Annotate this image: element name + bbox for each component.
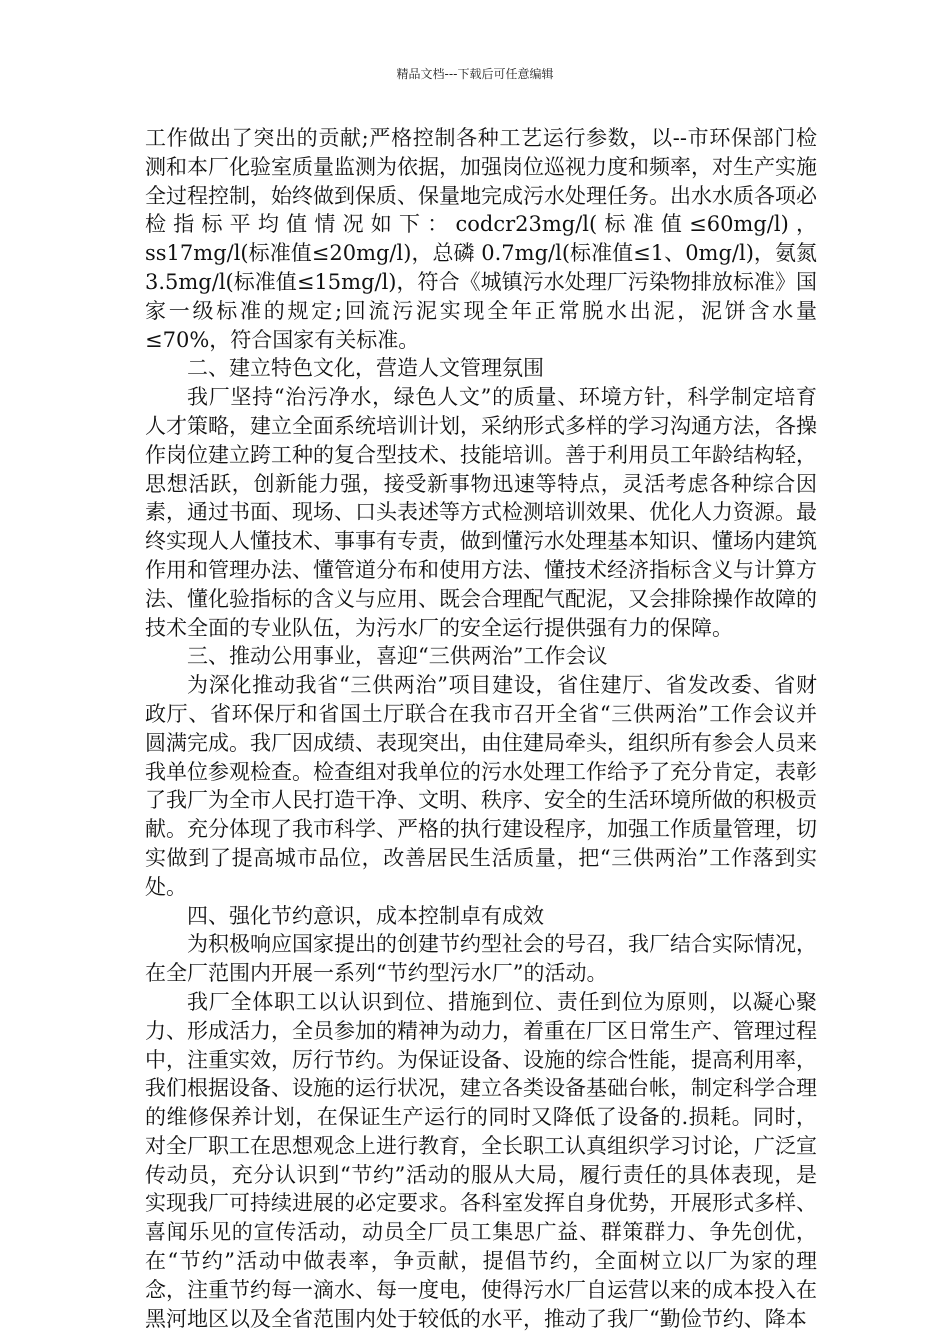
section-heading-3: 三、推动公用事业，喜迎“三供两治”工作会议 <box>187 644 608 669</box>
page-header: 精品文档---下载后可任意编辑 <box>396 67 554 81</box>
paragraph: 我厂全体职工以认识到位、措施到位、责任到位为原则，以凝心聚力、形成活力，全员参加的精神为动力，着重在厂区日常生产、管理过程中，注重实效，厉行节约。为保证设备、设施的综合性能，提高利用率，我们根据设备、设施的运行状况，建立各类设备基础台帐，制定科学合理的维修保养计划，在保证生产运行的同时又降低了设备的.损耗。同时，对全厂职工在思想观念上进行教育，全长职工认真组织学习讨论，广泛宣传动员，充分认识到“节约”活动的服从大局，履行责任的具体表现，是实现我厂可持续进展的必定要求。各科室发挥自身优势，开展形式多样、喜闻乐见的宣传活动，动员全厂员工集思广益、群策群力、争先创优，在“节约”活动中做表率，争贡献，提倡节约，全面树立以厂为家的理念，注重节约每一滴水、每一度电，使得污水厂自运营以来的成本投入在黑河地区以及全省范围内处于较低的水平，推动了我厂“勤俭节约、降本 <box>145 989 817 1331</box>
document-body <box>145 124 817 1333</box>
paragraph-continuation: 工作做出了突出的贡献;严格控制各种工艺运行参数，以--市环保部门检测和本厂化验室质量监测为依据，加强岗位巡视力度和频率，对生产实施全过程控制，始终做到保质、保量地完成污水处理任务。出水水质各项必检指标平均值情况如下：codcr23mg/l(标准值≤60mg/l)，ss17mg/l(标准值≤20mg/l)，总磷 0.7mg/l(标准值≤1、0mg/l)，氨氮3.5mg/l(标准值≤15mg/l)，符合《城镇污水处理厂污染物排放标准》国家一级标准的规定;回流污泥实现全年正常脱水出泥，泥饼含水量≤70%，符合国家有关标准。 <box>145 126 817 352</box>
paragraph: 为积极响应国家提出的创建节约型社会的号召，我厂结合实际情况，在全厂范围内开展一系列“节约型污水厂”的活动。 <box>145 932 817 986</box>
section-heading-4: 四、强化节约意识，成本控制卓有成效 <box>187 903 544 928</box>
paragraph: 为深化推动我省“三供两治”项目建设，省住建厅、省发改委、省财政厅、省环保厅和省国土厅联合在我市召开全省“三供两治”工作会议并圆满完成。我厂因成绩、表现突出，由住建局牵头，组织所有参会人员来我单位参观检查。检查组对我单位的污水处理工作给予了充分肯定，表彰了我厂为全市人民打造干净、文明、秩序、安全的生活环境所做的积极贡献。充分体现了我市科学、严格的执行建设程序，加强工作质量管理，切实做到了提高城市品位，改善居民生活质量，把“三供两治”工作落到实处。 <box>145 673 817 899</box>
paragraph: 我厂坚持“治污净水，绿色人文”的质量、环境方针，科学制定培育人才策略，建立全面系统培训计划，采纳形式多样的学习沟通方法，各操作岗位建立跨工种的复合型技术、技能培训。善于利用员工年龄结构轻，思想活跃，创新能力强，接受新事物迅速等特点，灵活考虑各种综合因素，通过书面、现场、口头表述等方式检测培训效果、优化人力资源。最终实现人人懂技术、事事有专责，做到懂污水处理基本知识、懂场内建筑作用和管理办法、懂管道分布和使用方法、懂技术经济指标含义与计算方法、懂化验指标的含义与应用、既会合理配气配泥，又会排除操作故障的技术全面的专业队伍，为污水厂的安全运行提供强有力的保障。 <box>145 385 817 640</box>
section-heading-2: 二、建立特色文化，营造人文管理氛围 <box>187 356 544 381</box>
